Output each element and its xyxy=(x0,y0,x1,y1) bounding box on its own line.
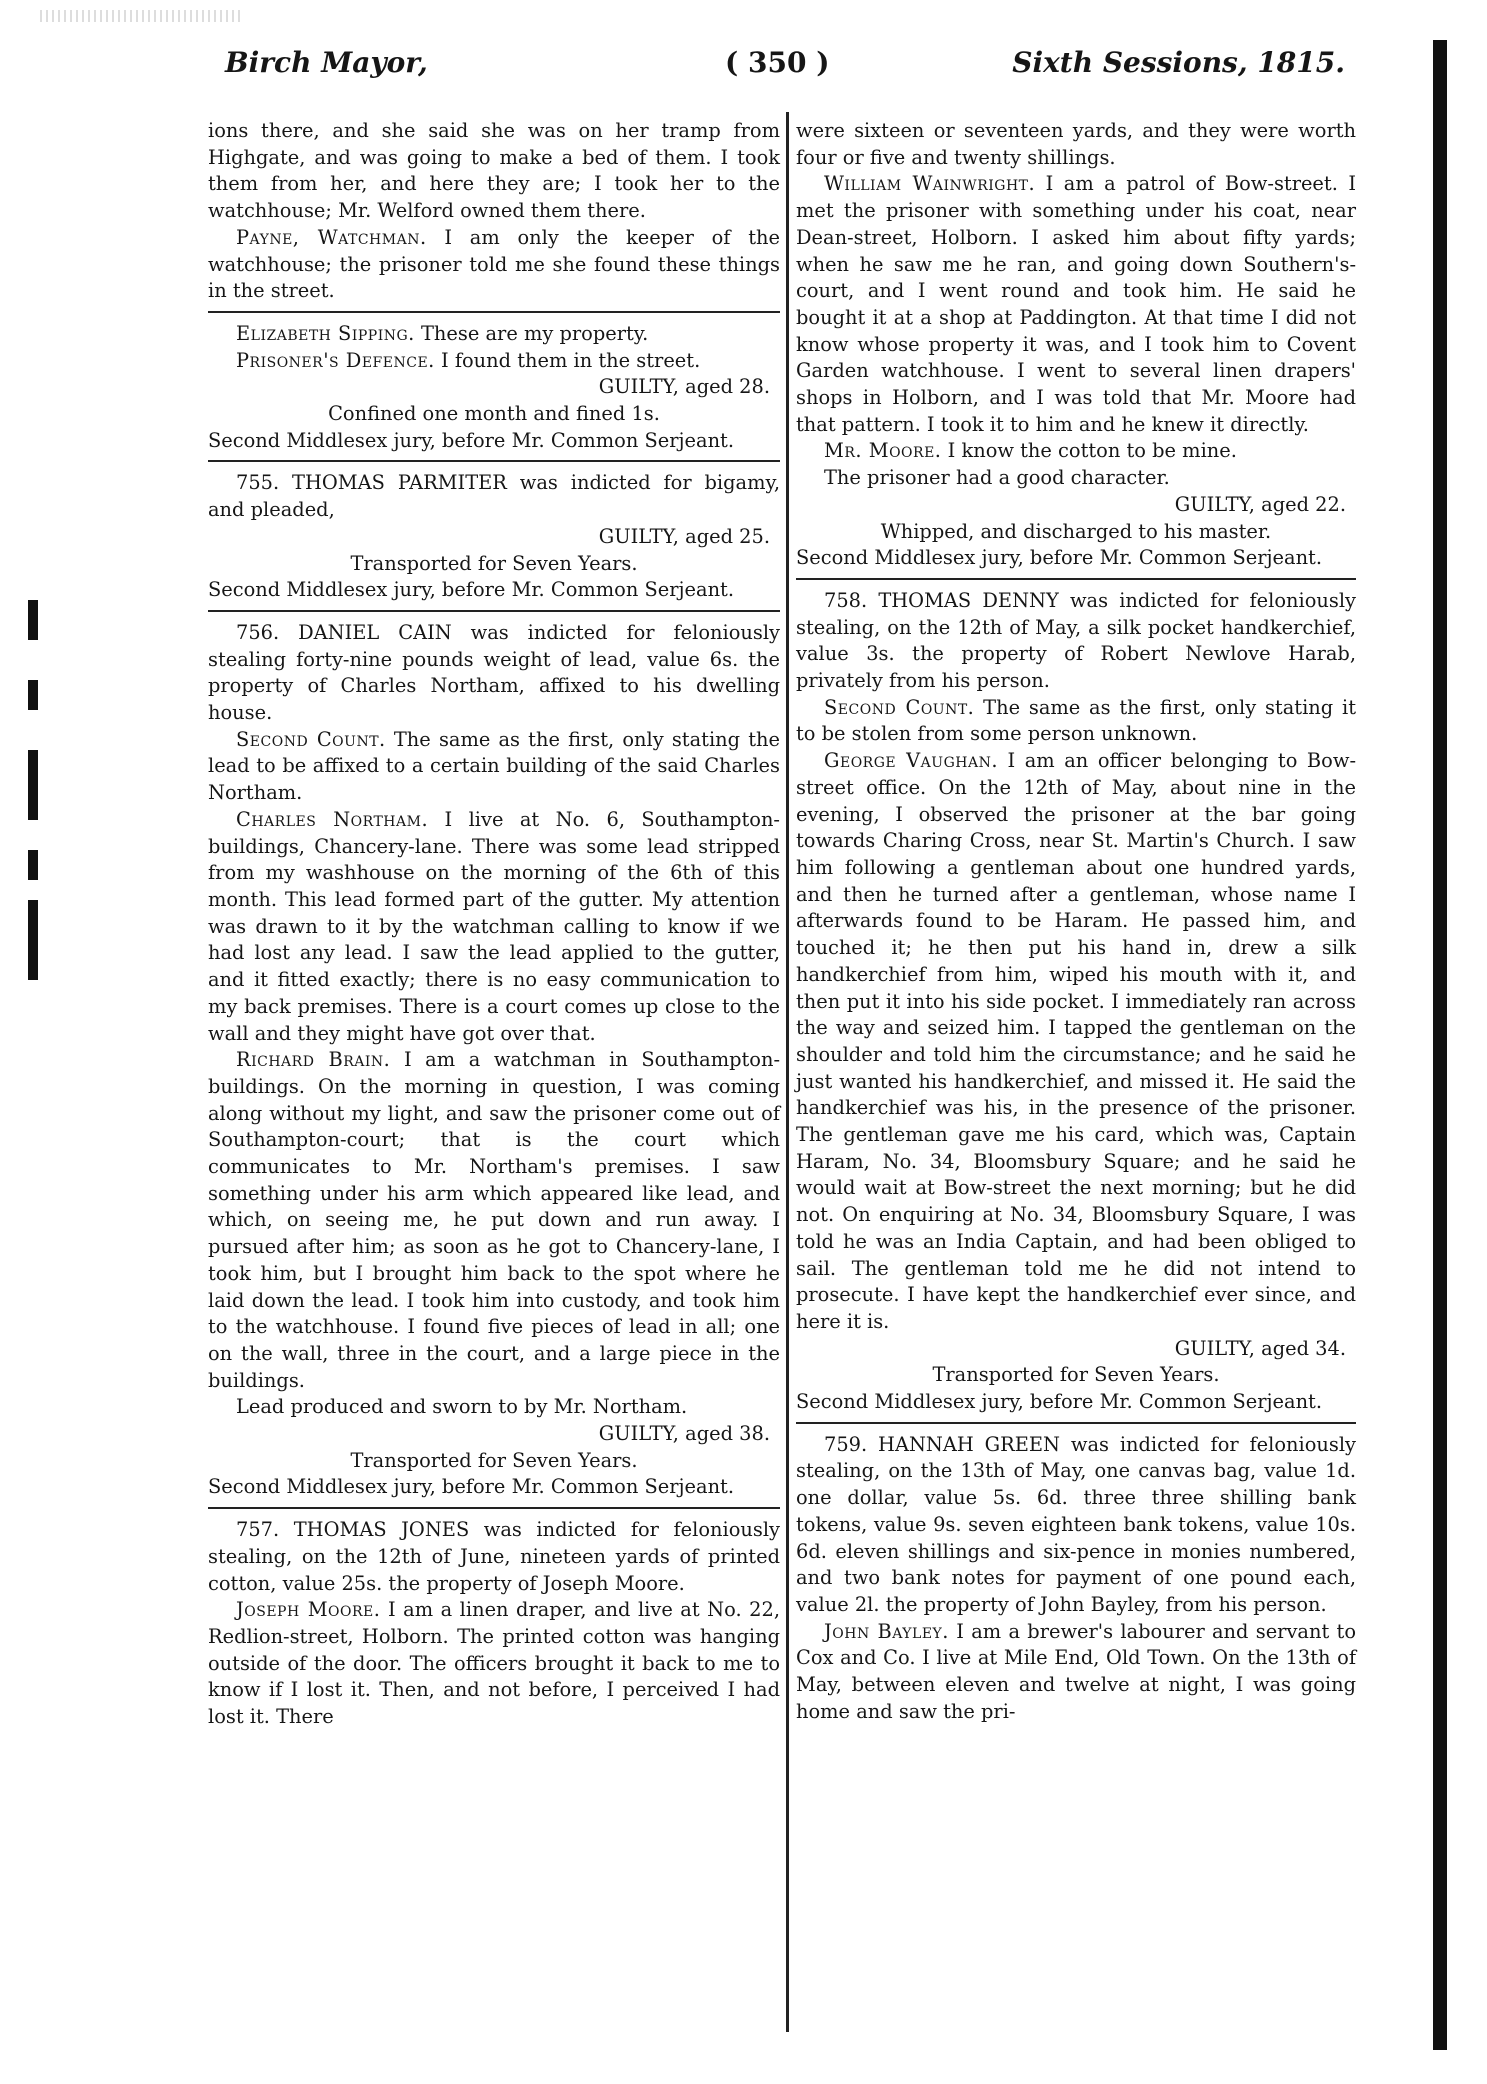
paragraph-text: The same as the first, only stating it to be stolen from some person unknown. xyxy=(796,695,1356,746)
paragraph-text: 759. HANNAH GREEN was indicted for feloniously stealing, on the 13th of May, one canvas bag, value 1d. one dollar, value 5s. 6d. three three shilling bank tokens, value 9s. seven eighteen bank tokens, value 10s. 6d. eleven shillings and six-pence in monies numbered, and two bank notes for payment of one pound each, value 2l. the property of John Bayley, from his person. xyxy=(796,1432,1356,1616)
text-paragraph xyxy=(796,519,1356,546)
speaker-name: Joseph Moore. xyxy=(236,1598,381,1622)
paragraph-text: 757. THOMAS JONES was indicted for feloniously stealing, on the 12th of June, nineteen yards of printed cotton, value 25s. the property of Joseph Moore. xyxy=(208,1518,780,1595)
text-paragraph xyxy=(208,620,780,727)
paragraph-text: I am a brewer's labourer and servant to Cox and Co. I live at Mile End, Old Town. On the 13th of May, between eleven and twelve at night, I was going home and saw the pri- xyxy=(796,1619,1356,1723)
text-paragraph xyxy=(208,1474,780,1501)
text-paragraph xyxy=(208,470,780,523)
paragraph-text: GUILTY, aged 22. xyxy=(1174,492,1346,516)
speaker-name: Second Count. xyxy=(236,727,386,751)
text-paragraph xyxy=(208,1394,780,1421)
section-rule xyxy=(208,311,780,313)
paragraph-text: GUILTY, aged 38. xyxy=(598,1422,770,1446)
column-divider xyxy=(786,112,789,2032)
paragraph-text: Second Middlesex jury, before Mr. Common Serjeant. xyxy=(208,428,735,452)
text-paragraph xyxy=(208,1047,780,1394)
speaker-name: Second Count. xyxy=(824,695,975,719)
scan-noise xyxy=(40,10,240,22)
paragraph-text: GUILTY, aged 28. xyxy=(598,375,770,399)
paragraph-text: I am an officer belonging to Bow-street office. On the 12th of May, about nine in the evening, I observed the prisoner at the bar going towards Charing Cross, near St. Martin's Church. I saw him following a gentleman about one hundred yards, and then he turned after a gentleman, whose name I afterwards found to be Haram. He passed him, and touched it; he then put his hand in, drew a silk handkerchief from him, wiped his mouth with it, and then put it into his side pocket. I immediately ran across the way and seized him. I tapped the gentleman on the shoulder and told him the circumstance; and he said he just wanted his handkerchief, and missed it. He said the handkerchief was his, in the presence of the prisoner. The gentleman gave me his card, which was, Captain Haram, No. 34, Bloomsbury Square; and he said he would wait at Bow-street the next morning; but he did not. On enquiring at No. 34, Bloomsbury Square, I was told he was an India Captain, and had been obliged to sail. The gentleman told me he did not intend to prosecute. I have kept the handkerchief ever since, and here it is. xyxy=(796,749,1356,1333)
binding-marks xyxy=(28,600,40,980)
paragraph-text: I found them in the street. xyxy=(441,348,701,372)
paragraph-text: 755. THOMAS PARMITER was indicted for bigamy, and pleaded, xyxy=(208,471,780,522)
speaker-name: William Wainwright. xyxy=(824,172,1036,196)
left-column xyxy=(208,118,780,2068)
paragraph-text: Second Middlesex jury, before Mr. Common Serjeant. xyxy=(208,578,735,602)
paragraph-text: Transported for Seven Years. xyxy=(932,1363,1220,1387)
paragraph-text: Whipped, and discharged to his master. xyxy=(880,519,1272,543)
speaker-name: Charles Northam. xyxy=(236,807,429,831)
paragraph-text: 756. DANIEL CAIN was indicted for feloniously stealing forty-nine pounds weight of lead, value 6s. the property of Charles Northam, affixed to his dwelling house. xyxy=(208,620,780,725)
speaker-name: Elizabeth Sipping. xyxy=(236,321,415,345)
paragraph-text: The prisoner had a good character. xyxy=(824,466,1170,490)
text-paragraph xyxy=(796,588,1356,695)
text-paragraph xyxy=(208,524,780,551)
text-paragraph xyxy=(208,118,780,225)
speaker-name: George Vaughan. xyxy=(824,749,998,773)
text-paragraph xyxy=(208,1597,780,1731)
text-paragraph xyxy=(208,225,780,305)
paragraph-text: GUILTY, aged 34. xyxy=(1174,1336,1346,1360)
paragraph-text: I am only the keeper of the watchhouse; the prisoner told me she found these things in the street. xyxy=(208,225,780,303)
text-paragraph xyxy=(208,1421,780,1448)
running-head-left: Birch Mayor, xyxy=(225,46,428,79)
text-paragraph xyxy=(208,577,780,604)
paragraph-text: The same as the first, only stating the lead to be affixed to a certain building of the said Charles Northam. xyxy=(208,727,780,805)
speaker-name: John Bayley. xyxy=(824,1619,949,1643)
paragraph-text: Confined one month and fined 1s. xyxy=(328,402,660,426)
text-paragraph xyxy=(796,1619,1356,1726)
paragraph-text: GUILTY, aged 25. xyxy=(598,524,770,548)
section-rule xyxy=(796,1422,1356,1424)
speaker-name: Mr. Moore. xyxy=(824,439,942,463)
text-paragraph xyxy=(796,171,1356,438)
paragraph-text: Second Middlesex jury, before Mr. Common Serjeant. xyxy=(208,1475,735,1499)
paragraph-text: Lead produced and sworn to by Mr. Northam. xyxy=(236,1395,688,1419)
text-paragraph xyxy=(208,321,780,348)
text-paragraph xyxy=(208,1448,780,1475)
text-paragraph xyxy=(208,727,780,807)
speaker-name: Richard Brain. xyxy=(236,1048,391,1072)
running-head-right: Sixth Sessions, 1815. xyxy=(1012,46,1345,79)
paragraph-text: Second Middlesex jury, before Mr. Common Serjeant. xyxy=(796,546,1323,570)
text-paragraph xyxy=(796,545,1356,572)
paragraph-text: Transported for Seven Years. xyxy=(350,1448,638,1472)
paragraph-text: 758. THOMAS DENNY was indicted for feloniously stealing, on the 12th of May, a silk pocket handkerchief, value 3s. the property of Robert Newlove Harab, privately from his person. xyxy=(796,588,1356,693)
speaker-name: Payne, Watchman. xyxy=(236,225,427,249)
paragraph-text: I am a linen draper, and live at No. 22, Redlion-street, Holborn. The printed cotton was hanging outside of the door. The officers brought it back to me to know if I lost it. Then, and not before, I perceived I had lost it. There xyxy=(208,1598,780,1729)
text-paragraph xyxy=(796,118,1356,171)
speaker-name: Prisoner's Defence. xyxy=(236,348,435,372)
text-paragraph xyxy=(796,1432,1356,1619)
paragraph-text: These are my property. xyxy=(421,321,649,345)
paragraph-text: I am a patrol of Bow-street. I met the prisoner with something under his coat, near Dean-street, Holborn. I asked him about fifty yards; when he saw me he ran, and going down Southern's-court, and I went round and took him. He said he bought it at a shop at Paddington. At that time I did not know whose property it was, and I took him to Covent Garden watchhouse. I went to several linen drapers' shops in Holborn, and I was told that Mr. Moore had that pattern. I took it to him and he knew it directly. xyxy=(796,172,1356,436)
text-paragraph xyxy=(796,1389,1356,1416)
paragraph-text: I live at No. 6, Southampton-buildings, Chancery-lane. There was some lead stripped from my washhouse on the morning of the 6th of this month. This lead formed part of the gutter. My attention was drawn to it by the watchman calling to know if we had lost any lead. I saw the lead applied to the gutter, and it fitted exactly; there is no easy communication to my back premises. There is a court comes up close to the wall and they might have got over that. xyxy=(208,807,780,1045)
section-rule xyxy=(208,610,780,612)
text-paragraph xyxy=(796,438,1356,465)
text-paragraph xyxy=(796,695,1356,748)
text-paragraph xyxy=(208,348,780,375)
text-paragraph xyxy=(208,428,780,455)
paragraph-text: I know the cotton to be mine. xyxy=(947,439,1237,463)
text-paragraph xyxy=(208,807,780,1047)
text-paragraph xyxy=(796,492,1356,519)
section-rule xyxy=(208,460,780,462)
text-paragraph xyxy=(208,374,780,401)
text-paragraph xyxy=(208,1517,780,1597)
text-paragraph xyxy=(796,1362,1356,1389)
section-rule xyxy=(796,578,1356,580)
page-number: ( 350 ) xyxy=(725,46,830,79)
section-rule xyxy=(208,1507,780,1509)
running-head xyxy=(225,46,1345,90)
right-column xyxy=(796,118,1356,2068)
text-paragraph xyxy=(208,401,780,428)
paragraph-text: Second Middlesex jury, before Mr. Common Serjeant. xyxy=(796,1390,1323,1414)
paragraph-text: Transported for Seven Years. xyxy=(350,551,638,575)
text-paragraph xyxy=(796,465,1356,492)
text-paragraph xyxy=(796,748,1356,1335)
text-paragraph xyxy=(208,551,780,578)
paragraph-text: ions there, and she said she was on her tramp from Highgate, and was going to make a bed of them. I took them from her, and here they are; I took her to the watchhouse; Mr. Welford owned them there. xyxy=(208,119,780,223)
text-paragraph xyxy=(796,1336,1356,1363)
paragraph-text: were sixteen or seventeen yards, and they were worth four or five and twenty shillings. xyxy=(796,119,1356,169)
scan-edge-shadow xyxy=(1433,40,1447,2050)
paragraph-text: I am a watchman in Southampton-buildings. On the morning in question, I was coming along without my light, and saw the prisoner come out of Southampton-court; that is the court which communicates to Mr. Northam's premises. I saw something under his arm which appeared like lead, and which, on seeing me, he put down and run away. I pursued after him; as soon as he got to Chancery-lane, I took him, but I brought him back to the spot where he laid down the lead. I took him into custody, and took him to the watchhouse. I found five pieces of lead in all; one on the wall, three in the court, and a large piece in the buildings. xyxy=(208,1048,780,1392)
